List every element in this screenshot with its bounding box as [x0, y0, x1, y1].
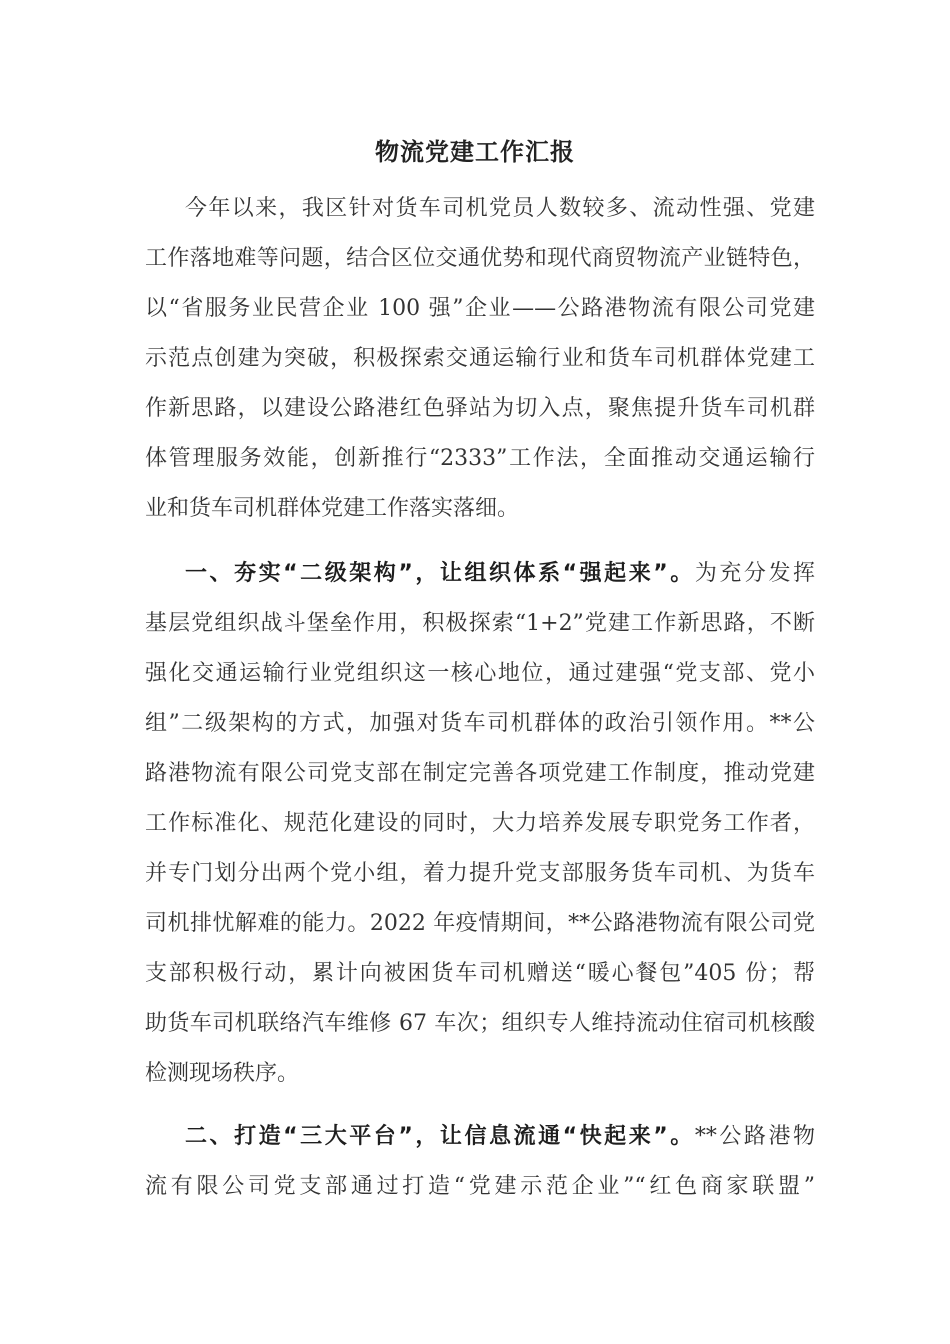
paragraph-line: [145, 384, 815, 434]
line-text: 路港物流有限公司党支部在制定完善各项党建工作制度，推动党建: [145, 761, 815, 786]
line-text: 支部积极行动，累计向被困货车司机赠送“暖心餐包”405 份；帮: [145, 961, 815, 986]
line-text: 以“省服务业民营企业 100 强”企业——公路港物流有限公司党建: [145, 296, 815, 321]
paragraph-line: [145, 699, 815, 749]
line-text: 助货车司机联络汽车维修 67 车次；组织专人维持流动住宿司机核酸: [145, 1011, 815, 1036]
paragraph-line: [145, 799, 815, 849]
line-text: 工作标准化、规范化建设的同时，大力培养发展专职党务工作者，: [145, 811, 815, 836]
line-text: 基层党组织战斗堡垒作用，积极探索“1+2”党建工作新思路，不断: [145, 611, 815, 636]
line-text: 流有限公司党支部通过打造“党建示范企业”“红色商家联盟”: [145, 1174, 815, 1199]
line-text: 工作落地难等问题，结合区位交通优势和现代商贸物流产业链特色，: [145, 246, 815, 271]
line-text: 为充分发挥: [694, 561, 815, 586]
line-text: 组”二级架构的方式，加强对货车司机群体的政治引领作用。**公: [145, 711, 815, 736]
paragraph-line: [145, 899, 815, 949]
section-heading-line: [185, 1112, 815, 1162]
document-title: 物流党建工作汇报: [375, 138, 575, 166]
paragraph-line: [145, 234, 815, 284]
section-heading-line: [185, 549, 815, 599]
line-text: 示范点创建为突破，积极探索交通运输行业和货车司机群体党建工: [145, 346, 815, 371]
line-text: 今年以来，我区针对货车司机党员人数较多、流动性强、党建: [185, 196, 815, 221]
paragraph-line: [185, 184, 815, 234]
paragraph-line: [145, 749, 815, 799]
paragraph-line: [145, 1162, 815, 1212]
section-heading: 一、夯实“二级架构”，让组织体系“强起来”。: [185, 561, 695, 586]
line-text: 作新思路，以建设公路港红色驿站为切入点，聚焦提升货车司机群: [145, 396, 815, 421]
paragraph-line: [145, 649, 815, 699]
paragraph-line: [145, 284, 815, 334]
line-text: **公路港物: [694, 1124, 815, 1149]
paragraph-line: [145, 1049, 815, 1099]
paragraph-line: [145, 599, 815, 649]
line-text: 并专门划分出两个党小组，着力提升党支部服务货车司机、为货车: [145, 861, 815, 886]
paragraph-line: [145, 434, 815, 484]
paragraph-line: [145, 484, 815, 534]
paragraph-line: [145, 999, 815, 1049]
line-text: 司机排忧解难的能力。2022 年疫情期间，**公路港物流有限公司党: [145, 911, 815, 936]
line-text: 体管理服务效能，创新推行“2333”工作法，全面推动交通运输行: [145, 446, 815, 471]
section-heading: 二、打造“三大平台”，让信息流通“快起来”。: [185, 1124, 695, 1149]
paragraph-line: [145, 334, 815, 384]
paragraph-line: [145, 849, 815, 899]
paragraph-line: [145, 949, 815, 999]
line-text: 强化交通运输行业党组织这一核心地位，通过建强“党支部、党小: [145, 661, 815, 686]
line-text: 检测现场秩序。: [145, 1061, 300, 1086]
line-text: 业和货车司机群体党建工作落实落细。: [145, 496, 520, 521]
